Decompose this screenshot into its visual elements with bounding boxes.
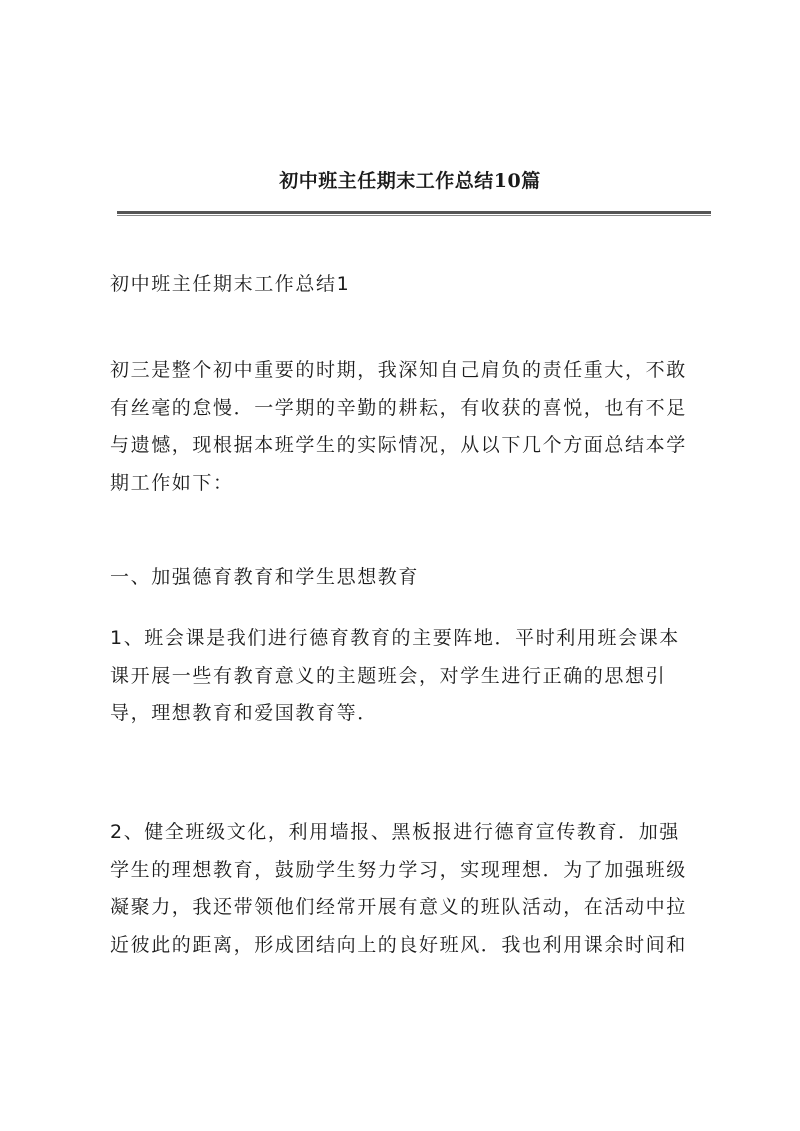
title-underline-thick (117, 211, 711, 214)
paragraph-line: 凝聚力，我还带领他们经常开展有意义的班队活动，在活动中拉 (110, 896, 687, 918)
section-heading (110, 559, 710, 597)
summary-subtitle (110, 266, 710, 304)
paragraph-line: 学生的理想教育，鼓励学生努力学习，实现理想．为了加强班级 (110, 858, 687, 881)
paragraph-line: 2、健全班级文化，利用墙报、黑板报进行德育宣传教育．加强 (110, 821, 680, 843)
paragraph-line: 1、班会课是我们进行德育教育的主要阵地．平时利用班会课本 (110, 627, 680, 649)
paragraph-line: 近彼此的距离，形成团结向上的良好班风．我也利用课余时间和 (110, 933, 687, 956)
paragraph-line: 课开展一些有教育意义的主题班会，对学生进行正确的思想引 (110, 664, 667, 687)
item-paragraph-2 (110, 814, 710, 964)
item-paragraph-1 (110, 620, 710, 733)
paragraph-line: 初三是整个初中重要的时期，我深知自己肩负的责任重大，不敢 (110, 359, 687, 381)
paragraph-line: 与遗憾，现根据本班学生的实际情况，从以下几个方面总结本学 (110, 434, 687, 456)
subtitle-text: 初中班主任期末工作总结1 (110, 273, 351, 295)
paragraph-line: 期工作如下： (110, 471, 234, 494)
paragraph-line: 有丝毫的怠慢．一学期的辛勤的耕耘，有收获的喜悦，也有不足 (110, 396, 687, 419)
title-underline-thin (117, 215, 711, 216)
paragraph-line: 导，理想教育和爱国教育等． (110, 702, 378, 724)
section-heading-text: 一、加强德育教育和学生思想教育 (110, 566, 420, 588)
intro-paragraph (110, 352, 710, 502)
document-title: 初中班主任期末工作总结10篇 (279, 170, 541, 192)
